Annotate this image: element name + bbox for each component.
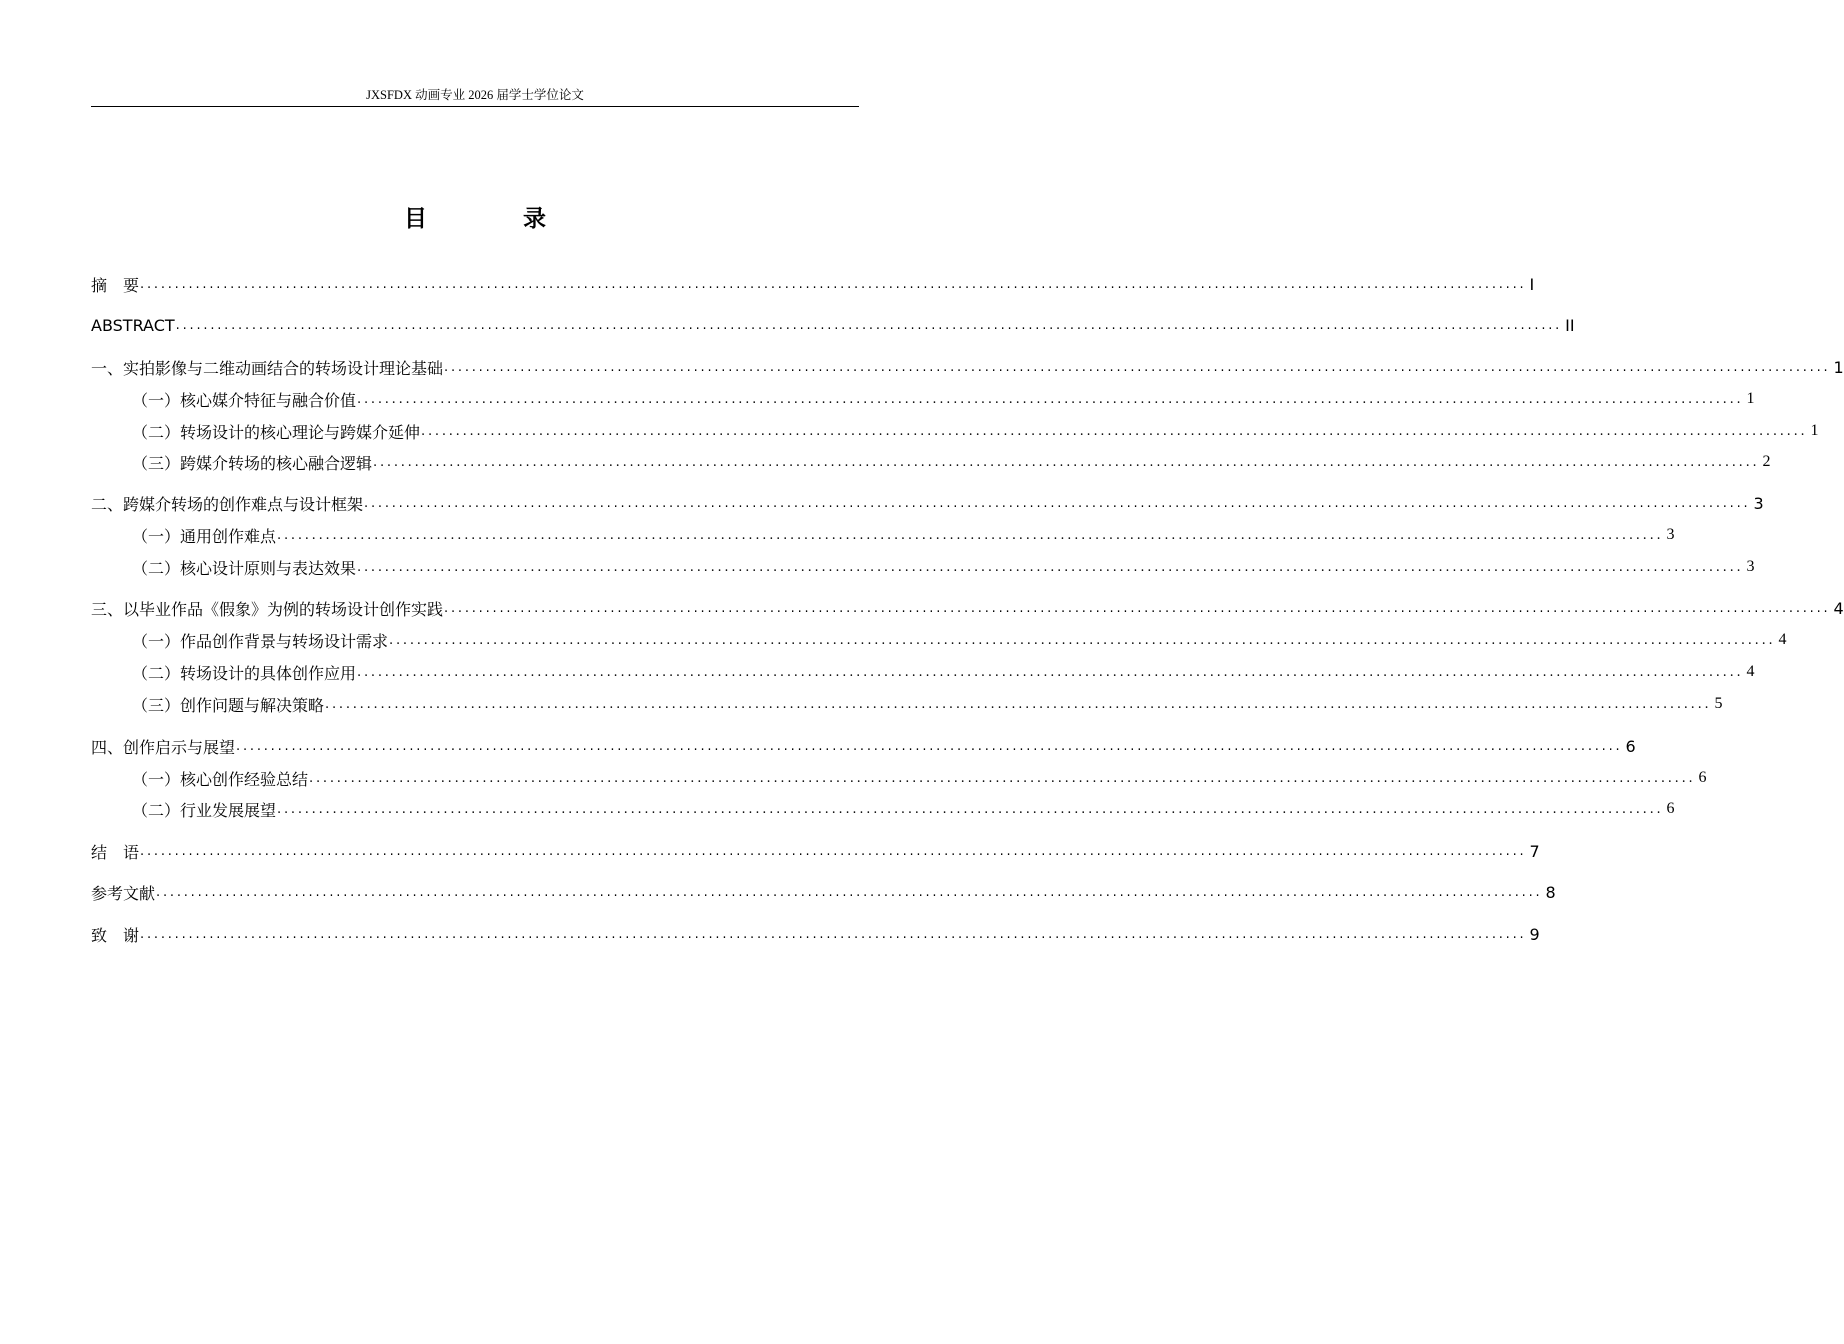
toc-page-number: 7: [1529, 841, 1540, 861]
toc-leader-dots: ........................................................................................................................................................................................................: [444, 359, 1831, 375]
toc-title: 目 录: [403, 206, 590, 232]
toc-entry-section-3-3[interactable]: [132, 690, 1723, 718]
toc-entry-text: （一）通用创作难点: [132, 526, 277, 546]
toc-entry-text: ABSTRACT: [91, 315, 175, 335]
toc-leader-dots: ........................................................................................................................................................................................................: [357, 559, 1744, 575]
toc-page-number: 2: [1762, 453, 1771, 470]
toc-leader-dots: ........................................................................................................................................................................................................: [236, 738, 1623, 754]
toc-page-number: 5: [1714, 695, 1723, 712]
toc-page-number: 1: [1810, 422, 1819, 439]
toc-entry-acknowledgements[interactable]: [91, 920, 1540, 948]
toc-entry-abstract-en[interactable]: [91, 311, 1575, 339]
toc-page-number: 6: [1666, 800, 1675, 817]
toc-leader-dots: ........................................................................................................................................................................................................: [325, 696, 1712, 712]
toc-entry-text: 致 谢: [91, 925, 140, 945]
toc-entry-text: （一）作品创作背景与转场设计需求: [132, 631, 389, 651]
toc-leader-dots: ........................................................................................................................................................................................................: [444, 600, 1831, 616]
toc-entry-section-4-1[interactable]: [132, 764, 1707, 792]
toc-entry-section-1-2[interactable]: [132, 417, 1819, 445]
toc-entry-section-1-1[interactable]: [132, 385, 1755, 413]
toc-page-number: 1: [1746, 390, 1755, 407]
toc-page-number: 6: [1625, 736, 1636, 756]
toc-page-number: 4: [1833, 598, 1844, 618]
toc-leader-dots: ........................................................................................................................................................................................................: [175, 317, 1563, 333]
toc-entry-text: 参考文献: [91, 883, 156, 903]
toc-leader-dots: ........................................................................................................................................................................................................: [421, 423, 1808, 439]
toc-page-number: 3: [1753, 493, 1764, 513]
toc-leader-dots: ........................................................................................................................................................................................................: [140, 926, 1527, 942]
toc-entry-section-4-2[interactable]: [132, 795, 1675, 823]
toc-leader-dots: ........................................................................................................................................................................................................: [357, 664, 1744, 680]
toc-leader-dots: ........................................................................................................................................................................................................: [277, 801, 1664, 817]
toc-leader-dots: ........................................................................................................................................................................................................: [156, 884, 1543, 900]
toc-entry-text: （三）跨媒介转场的核心融合逻辑: [132, 453, 373, 473]
toc-entry-section-3-2[interactable]: [132, 658, 1755, 686]
toc-leader-dots: ........................................................................................................................................................................................................: [364, 495, 1751, 511]
toc-entry-text: （二）核心设计原则与表达效果: [132, 558, 357, 578]
toc-entry-section-1-3[interactable]: [132, 448, 1771, 476]
toc-entry-text: 一、实拍影像与二维动画结合的转场设计理论基础: [91, 358, 444, 378]
toc-entry-text: 二、跨媒介转场的创作难点与设计框架: [91, 494, 364, 514]
toc-entry-chapter-4[interactable]: [91, 732, 1636, 760]
toc-entry-chapter-2[interactable]: [91, 489, 1764, 517]
toc-leader-dots: ........................................................................................................................................................................................................: [309, 770, 1696, 786]
toc-leader-dots: ........................................................................................................................................................................................................: [389, 632, 1776, 648]
toc-page-number: 4: [1746, 663, 1755, 680]
toc-leader-dots: ........................................................................................................................................................................................................: [373, 454, 1760, 470]
toc-entry-text: 结 语: [91, 842, 140, 862]
toc-entry-conclusion[interactable]: [91, 837, 1540, 865]
page-header: [91, 86, 859, 107]
toc-entry-chapter-1[interactable]: [91, 353, 1844, 381]
toc-entry-text: 摘 要: [91, 275, 140, 295]
toc-leader-dots: ........................................................................................................................................................................................................: [357, 391, 1744, 407]
toc-entry-text: （一）核心媒介特征与融合价值: [132, 390, 357, 410]
toc-page-number: 3: [1746, 558, 1755, 575]
toc-page-number: II: [1565, 315, 1575, 335]
toc-page-number: 8: [1545, 882, 1556, 902]
toc-page-number: 1: [1833, 357, 1844, 377]
toc-entry-text: （三）创作问题与解决策略: [132, 695, 325, 715]
toc-entry-text: 四、创作启示与展望: [91, 737, 236, 757]
toc-entry-text: 三、以毕业作品《假象》为例的转场设计创作实践: [91, 599, 444, 619]
toc-entry-text: （二）转场设计的具体创作应用: [132, 663, 357, 683]
header-text: JXSFDX 动画专业 2026 届学士学位论文: [366, 88, 584, 102]
toc-entry-text: （二）转场设计的核心理论与跨媒介延伸: [132, 422, 421, 442]
toc-leader-dots: ........................................................................................................................................................................................................: [277, 527, 1664, 543]
toc-entry-references[interactable]: [91, 878, 1556, 906]
toc-entry-section-3-1[interactable]: [132, 626, 1787, 654]
toc-entry-section-2-1[interactable]: [132, 521, 1675, 549]
toc-page-number: 6: [1698, 769, 1707, 786]
toc-entry-chapter-3[interactable]: [91, 594, 1844, 622]
toc-page-number: 3: [1666, 526, 1675, 543]
toc-entry-text: （一）核心创作经验总结: [132, 769, 309, 789]
toc-leader-dots: ........................................................................................................................................................................................................: [140, 843, 1527, 859]
toc-entry-abstract-cn[interactable]: [91, 270, 1535, 298]
toc-page-number: 4: [1778, 631, 1787, 648]
toc-page-number: 9: [1529, 924, 1540, 944]
toc-entry-text: （二）行业发展展望: [132, 800, 277, 820]
toc-entry-section-2-2[interactable]: [132, 553, 1755, 581]
toc-leader-dots: ........................................................................................................................................................................................................: [140, 276, 1527, 292]
toc-page-number: I: [1529, 274, 1535, 294]
